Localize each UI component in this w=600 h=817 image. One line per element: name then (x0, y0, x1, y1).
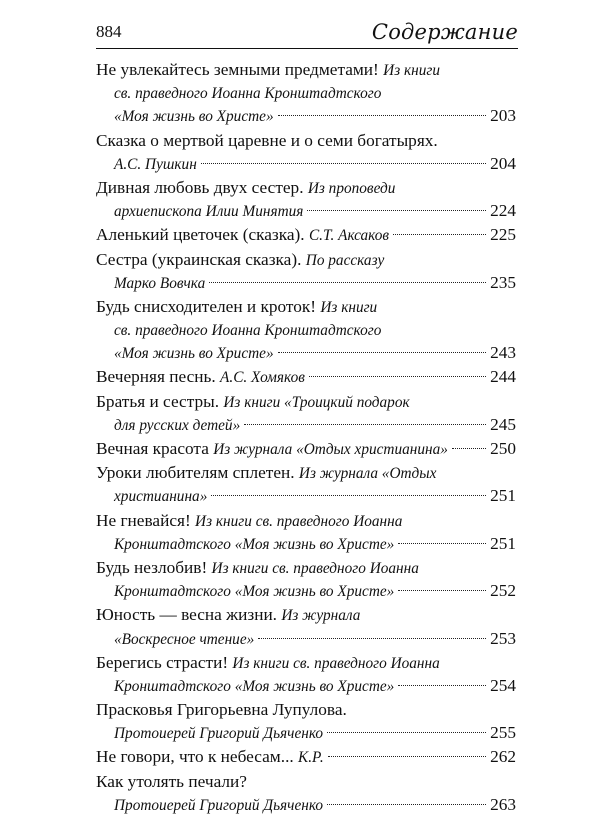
toc-entry-title: Не гневайся! (96, 510, 191, 530)
dot-leader (278, 352, 486, 353)
toc-entry-source: Протоиерей Григорий Дьяченко (114, 725, 324, 743)
toc-entry (96, 365, 516, 388)
dot-leader (398, 590, 486, 591)
toc-entry-source: св. праведного Иоанна Кронштадтского (114, 322, 382, 340)
toc-entry-source-line (96, 104, 516, 127)
toc-entry-page: 255 (490, 723, 516, 743)
toc-entry-first-line (96, 603, 516, 626)
toc-entry (96, 223, 516, 246)
dot-leader (328, 756, 486, 757)
toc-entry-page: 251 (490, 486, 516, 506)
toc-entry-source: Из книги св. праведного Иоанна (195, 512, 403, 530)
toc-entry-source-line (96, 793, 516, 816)
toc-entry-page: 225 (490, 225, 516, 245)
toc-entry-first-line (96, 295, 516, 318)
dot-leader (258, 638, 486, 639)
dot-leader (244, 424, 486, 425)
toc-entry-page: 250 (490, 439, 516, 458)
toc-entry-title: Вечерняя песнь. (96, 367, 216, 387)
toc-entry-source: К.Р. (298, 749, 324, 767)
toc-entry-source-line (96, 271, 516, 294)
page-number: 884 (96, 22, 122, 41)
toc-entry (96, 461, 516, 507)
toc-entry-title-wrap (96, 437, 448, 461)
toc-entry-title-wrap (96, 511, 402, 530)
toc-entry-source: С.Т. Аксаков (308, 227, 389, 245)
toc-entry-page: 251 (490, 533, 516, 553)
toc-entry-title-wrap (96, 60, 440, 79)
toc-entry-title-wrap (96, 297, 377, 316)
toc-entry-title-wrap (96, 700, 347, 719)
toc-entry-title-wrap (96, 558, 419, 577)
toc-entry-first-line (96, 437, 516, 460)
toc-entry-page: 263 (490, 794, 516, 814)
toc-entry-first-line (96, 651, 516, 674)
toc-entry-page: 254 (490, 675, 516, 695)
toc-entry-title: Братья и сестры. (96, 391, 220, 411)
toc-entry-source-line (96, 579, 516, 602)
toc-entry (96, 295, 516, 365)
toc-entry-first-line (96, 556, 516, 579)
toc-entry (96, 176, 516, 222)
toc-entry-title: Прасковья Григорьевна Лупулова. (96, 700, 347, 720)
toc-entry-source-line (96, 532, 516, 555)
toc-entry-first-line (96, 770, 516, 793)
toc-entry (96, 129, 516, 175)
toc-entry (96, 248, 516, 294)
toc-entry-first-line (96, 129, 516, 152)
toc-entry-first-line (96, 248, 516, 271)
toc-entry-title: Сказка о мертвой царевне и о семи богатырях. (96, 130, 438, 150)
toc-entry-first-line (96, 390, 516, 413)
toc-entry-title-wrap (96, 772, 247, 791)
toc-entry-title-wrap (96, 250, 384, 269)
toc-entry-first-line (96, 176, 516, 199)
dot-leader (452, 448, 486, 449)
toc-entry-page: 253 (490, 628, 516, 648)
header-rule (96, 48, 518, 49)
toc-entry (96, 390, 516, 436)
toc-entry-first-line (96, 365, 516, 388)
toc-entry-title: Берегись страсти! (96, 652, 229, 672)
toc-entry-title-wrap (96, 605, 360, 624)
toc-entry-source: Из книги св. праведного Иоанна (211, 559, 419, 577)
toc-entry (96, 745, 516, 768)
toc-entry-source-line (96, 152, 516, 175)
toc-entry-title: Дивная любовь двух сестер. (96, 177, 304, 197)
dot-leader (201, 163, 486, 164)
toc-entry-source: Кронштадтского «Моя жизнь во Христе» (114, 583, 395, 601)
toc-entry-first-line (96, 223, 516, 246)
toc-entry-source: «Моя жизнь во Христе» (114, 108, 274, 126)
toc-entry-source: св. праведного Иоанна Кронштадтского (114, 85, 382, 103)
toc-entry (96, 58, 516, 128)
toc-entry-first-line (96, 58, 516, 81)
toc-entry-source: Из книги св. праведного Иоанна (232, 654, 440, 672)
toc-entry-source: «Воскресное чтение» (114, 630, 255, 648)
dot-leader (211, 495, 486, 496)
toc-entry-source-line (96, 413, 516, 436)
toc-entry-first-line (96, 745, 516, 768)
toc-entry-source: для русских детей» (114, 416, 241, 434)
toc-entry-page: 262 (490, 747, 516, 767)
page-header (96, 20, 518, 46)
toc-entry-title-wrap (96, 365, 305, 389)
toc-entry-title-wrap (96, 463, 436, 482)
dot-leader (393, 234, 486, 235)
toc-entry-page: 245 (490, 414, 516, 434)
toc-entry-title-wrap (96, 745, 324, 769)
toc-entry-title: Как утолять печали? (96, 771, 247, 791)
toc-entry-title: Вечная красота (96, 439, 209, 458)
dot-leader (398, 543, 486, 544)
toc-entry-page: 235 (490, 272, 516, 292)
toc-entry-page: 203 (490, 106, 516, 126)
dot-leader (278, 115, 486, 116)
toc-entry-title: Будь снисходителен и кроток! (96, 296, 317, 316)
toc-entry-title-wrap (96, 653, 440, 672)
toc-entry-source: Из журнала «Отдых христианина» (213, 441, 448, 458)
toc-entry (96, 603, 516, 649)
toc-entry-source: «Моя жизнь во Христе» (114, 345, 274, 363)
toc-entry-source: Протоиерей Григорий Дьяченко (114, 796, 324, 814)
toc-entry (96, 556, 516, 602)
toc-entry-first-line (96, 461, 516, 484)
toc-entry (96, 651, 516, 697)
toc-entry-source: Из книги (383, 62, 440, 79)
toc-entry-title: Юность — весна жизни. (96, 605, 278, 625)
toc-entry-source: Из книги (320, 298, 378, 316)
dot-leader (327, 732, 486, 733)
dot-leader (307, 210, 486, 211)
toc-entry-first-line (96, 698, 516, 721)
table-of-contents (96, 58, 516, 817)
toc-entry-page: 244 (490, 367, 516, 387)
toc-entry-source-line (96, 721, 516, 744)
toc-entry-source: христианина» (114, 488, 208, 506)
dot-leader (327, 804, 486, 805)
toc-entry-title-wrap (96, 178, 395, 197)
toc-entry-source: Из журнала (281, 607, 361, 625)
toc-entry-title-wrap (96, 131, 438, 150)
toc-entry-source: Из книги «Троицкий подарок (223, 393, 410, 411)
toc-entry (96, 437, 516, 460)
toc-entry-source-line (96, 484, 516, 507)
toc-entry-title: Будь незлобив! (96, 557, 208, 577)
toc-entry-source: Марко Вовчка (114, 274, 206, 292)
toc-entry-source-line (96, 627, 516, 650)
toc-entry-title: Сестра (украинская сказка). (96, 249, 302, 269)
toc-entry-source: Кронштадтского «Моя жизнь во Христе» (114, 677, 395, 695)
toc-entry-page: 243 (490, 343, 516, 363)
toc-entry-page: 224 (490, 201, 516, 221)
toc-entry-source: А.С. Хомяков (220, 369, 305, 387)
toc-entry (96, 698, 516, 744)
toc-entry-source: архиепископа Илии Минятия (114, 203, 304, 221)
toc-entry-source: Кронштадтского «Моя жизнь во Христе» (114, 535, 395, 553)
toc-entry-source: А.С. Пушкин (114, 155, 197, 173)
toc-entry-title: Не увлекайтесь земными предметами! (96, 60, 379, 79)
toc-entry-source-line (96, 341, 516, 364)
toc-entry-title: Не говори, что к небесам... (96, 747, 294, 767)
toc-entry-source-line (96, 674, 516, 697)
running-title: Содержание (371, 20, 518, 44)
toc-entry-source: По рассказу (305, 251, 385, 269)
toc-entry-first-line (96, 509, 516, 532)
toc-entry-source-line (96, 199, 516, 222)
toc-entry-source-line (96, 318, 516, 341)
toc-entry-page: 204 (490, 153, 516, 173)
dot-leader (209, 282, 486, 283)
toc-entry-source: Из проповеди (307, 179, 396, 197)
toc-entry-title: Уроки любителям сплетен. (96, 463, 295, 483)
toc-entry (96, 770, 516, 816)
dot-leader (309, 376, 486, 377)
toc-entry (96, 509, 516, 555)
toc-entry-title-wrap (96, 392, 410, 411)
dot-leader (398, 685, 486, 686)
toc-entry-title-wrap (96, 223, 389, 247)
toc-entry-title: Аленький цветочек (сказка). (96, 225, 305, 245)
toc-entry-page: 252 (490, 581, 516, 601)
toc-entry-source-line (96, 81, 516, 104)
toc-entry-source: Из журнала «Отдых (298, 465, 437, 483)
